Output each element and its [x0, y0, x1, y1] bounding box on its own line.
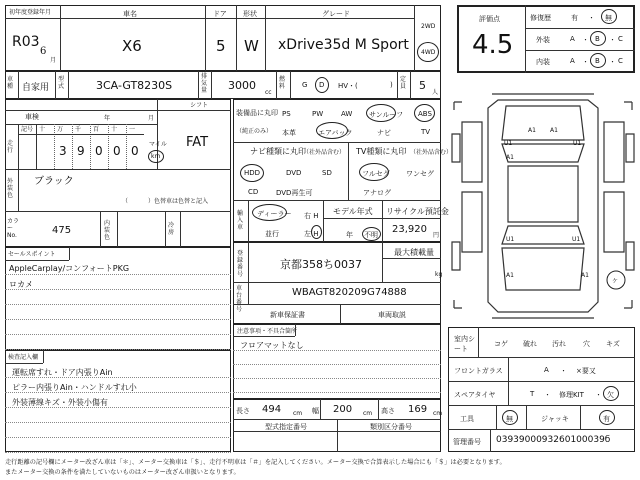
shaken-year: 年	[104, 115, 111, 122]
navi-dvd-play: DVD再生可	[276, 189, 313, 197]
capacity-value: 5	[419, 79, 426, 92]
score-value: 4.5	[472, 30, 514, 60]
spare-sep1: ・	[544, 391, 551, 399]
exterior-color-label: 外装色	[7, 178, 14, 199]
jack-label: ジャッキ	[541, 415, 569, 423]
opt-airbag: エアバック	[318, 129, 353, 137]
length-unit: cm	[293, 410, 303, 417]
sunroof-circle	[366, 104, 396, 122]
shaken-label: 車検	[25, 113, 39, 121]
opt-sunroof: サンルーフ	[369, 111, 404, 119]
glass-x: ×要又	[576, 367, 596, 375]
glass-sep: ・	[560, 367, 567, 375]
mileage-digit-header: 百	[93, 126, 100, 133]
airbag-circle	[316, 122, 348, 139]
model-label: 型式	[58, 76, 65, 90]
kg-unit: kg	[435, 271, 443, 278]
color-no-value: 475	[52, 225, 72, 236]
shift-label: シフト	[190, 102, 209, 109]
diagram-label-ke: ケ	[612, 278, 619, 285]
navi-title: ナビ種類に丸印	[250, 147, 306, 156]
glass-a: A	[544, 366, 549, 374]
car-name-label: 車名	[123, 10, 137, 18]
int-grade-c: C	[618, 57, 623, 65]
type-designation-label: 型式指定番号	[265, 423, 307, 431]
mileage-digit: 0	[113, 144, 121, 158]
caution-line-1: フロアマットなし	[240, 341, 304, 350]
mgmt-label: 管理番号	[453, 438, 481, 446]
ext-grade-sep1: ・	[582, 36, 589, 44]
drive-4wd: 4WD	[421, 49, 436, 56]
mileage-digit: 9	[77, 144, 85, 158]
plate-value: 京都358ち0037	[280, 258, 362, 271]
tv-note: （社外品含む）	[410, 149, 453, 156]
model-year-label: モデル年式	[333, 207, 373, 216]
left-h-circle	[311, 225, 322, 239]
new-warranty: 新車保証書	[270, 311, 305, 319]
grade-value: xDrive35d M Sport	[278, 37, 409, 53]
repair-label: 修復歴	[530, 14, 551, 22]
displacement-value: 3000	[228, 79, 256, 92]
mile-unit: マイル	[149, 141, 167, 148]
inspector-label: 検査記入欄	[8, 354, 39, 361]
spare-kit: 修理KIT	[559, 391, 584, 399]
sales-label: セールスポイント	[8, 251, 56, 258]
navi-hdd: HDD	[244, 169, 261, 177]
car-type-label: 車種	[7, 76, 14, 90]
sales-line-2: ロカメ	[9, 280, 33, 289]
tv-fullseg: フルセグ	[362, 170, 390, 178]
exterior-color-value: ブラック	[34, 176, 74, 187]
color-change-note: ）色替車は色替と記入	[148, 198, 209, 205]
seat-item-koge: コゲ	[494, 340, 508, 348]
ext-grade-label: 外装	[536, 36, 550, 44]
interior-color-label: 内装色	[104, 220, 111, 241]
repair-yes: 有	[571, 14, 578, 22]
diagram-mark-5: A1	[506, 154, 514, 161]
shift-value: FAT	[186, 135, 209, 150]
abs-circle	[414, 104, 435, 122]
shape-label: 形状	[243, 10, 257, 18]
mileage-digit: 0	[131, 144, 139, 158]
options-title: 装備品に丸印	[236, 109, 278, 117]
km-unit: km	[151, 153, 161, 160]
fullseg-circle	[359, 163, 389, 181]
import-left: 左 H	[304, 230, 319, 238]
tools-label: 工具	[460, 415, 474, 423]
spare-none: 欠	[607, 391, 614, 399]
import-dealer: ディーラー	[257, 210, 292, 218]
model-year-suffix: 年	[346, 231, 353, 239]
mileage-digit-header: 記号	[21, 126, 34, 133]
diagram-mark-4: U1	[573, 140, 582, 147]
mileage-digits	[18, 124, 157, 169]
ext-grade-sep2: ・	[609, 36, 616, 44]
cc-unit: cc	[265, 89, 272, 96]
diagram-mark-2: A1	[550, 127, 558, 134]
row2	[5, 71, 441, 99]
opt-ps: PS	[282, 110, 291, 118]
spare-t: T	[530, 390, 535, 398]
import-label: 輸入車	[237, 210, 244, 231]
color-no-label: カラーNo.	[7, 218, 20, 239]
int-grade-sep1: ・	[582, 58, 589, 66]
fuel-close: )	[390, 81, 393, 89]
diagram-mark-1: A1	[528, 127, 536, 134]
grade-label: グレード	[322, 10, 350, 18]
tv-title: TV種類に丸印	[356, 147, 407, 156]
diagram-mark-9: U1	[572, 236, 581, 243]
navi-note: （社外品含む）	[303, 149, 346, 156]
mgmt-value: 0393900093260100039б	[496, 435, 611, 445]
tools-value: 無	[506, 415, 513, 423]
int-grade-a: A	[570, 57, 575, 65]
mileage-digit-header: 千	[75, 126, 82, 133]
door-label: ドア	[213, 10, 227, 18]
footer-line-2: またメーター交換の条件を満たしていないものはメーター改ざん車扱いとなります。	[5, 469, 240, 476]
navi-cd: CD	[248, 188, 259, 196]
diagram-mark-8: A1	[581, 272, 589, 279]
repair-sep: ・	[588, 14, 595, 22]
opt-abs: ABS	[418, 110, 432, 118]
repair-no: 無	[605, 14, 612, 22]
opt-tv: TV	[421, 128, 431, 136]
model-value: 3CA-GT8230S	[96, 79, 173, 92]
color-change-paren: （	[122, 198, 129, 205]
navi-sd: SD	[322, 169, 332, 177]
height-unit: cm	[433, 410, 443, 417]
mileage-digit-header: 十	[39, 126, 46, 133]
vin-value: WBAGT820209G74888	[292, 287, 407, 298]
seat-item-yogore: 汚れ	[552, 340, 566, 348]
diagram-mark-7: A1	[506, 272, 514, 279]
seat-item-kizu: キズ	[606, 340, 620, 348]
import-parallel: 並行	[265, 230, 279, 238]
car-name-value: X6	[122, 37, 142, 55]
capacity-label: 定員	[400, 76, 407, 90]
mileage-label: 走行	[7, 140, 14, 154]
navi-dvd: DVD	[286, 169, 302, 177]
car-type-value: 自家用	[22, 83, 50, 93]
fuel-hv: HV・(	[338, 82, 358, 90]
sales-line-1: AppleCarplay/コンフォートPKG	[9, 264, 130, 273]
ext-grade-c: C	[618, 35, 623, 43]
person-unit: 人	[432, 89, 439, 96]
seat-item-yabure: 破れ	[523, 340, 537, 348]
shaken-month: 月	[148, 115, 155, 122]
diagram-mark-6: U1	[506, 236, 515, 243]
mileage-digit-header: 万	[57, 126, 64, 133]
options-subtitle: （純正のみ）	[236, 128, 273, 135]
inspector-line-2: ピラー内張りAin・ハンドルすれ小	[12, 383, 137, 392]
yen-unit: 円	[433, 232, 440, 239]
opt-pw: PW	[312, 110, 324, 118]
mileage-digit-header: 一	[129, 126, 136, 133]
jack-value: 有	[603, 415, 610, 423]
opt-navi: ナビ	[377, 129, 391, 137]
recycle-value: 23,920	[392, 224, 427, 235]
opt-leather: 本革	[282, 129, 296, 137]
vin-label: 車台番号	[236, 285, 243, 313]
length-label: 長さ	[236, 407, 250, 415]
reg-month-value: 6	[40, 46, 47, 57]
ext-grade-a: A	[570, 35, 575, 43]
spare-sep2: ・	[595, 391, 602, 399]
seat-item-ana: 穴	[583, 340, 590, 348]
tv-analog: アナログ	[363, 189, 391, 197]
mileage-digit: 3	[59, 144, 67, 158]
reg-no-label: 登録番号	[237, 250, 244, 278]
mileage-digit: 0	[95, 144, 103, 158]
reg-year-value: R03	[12, 34, 40, 50]
recycle-label: リサイクル預託金	[386, 207, 449, 216]
int-grade-sep2: ・	[609, 58, 616, 66]
fuel-label: 燃料	[279, 76, 286, 90]
opt-aw: AW	[341, 110, 353, 118]
max-load-label: 最大積載量	[394, 248, 434, 257]
int-grade-b: B	[595, 57, 600, 65]
model-year-unknown: 不明	[364, 231, 378, 239]
month-suffix: 月	[50, 57, 57, 64]
width-unit: cm	[363, 410, 373, 417]
inspector-line-3: 外装薄線キズ・外装小傷有	[12, 398, 108, 407]
fuel-d: D	[319, 81, 325, 89]
height-label: 高さ	[381, 407, 395, 415]
ext-grade-b: B	[595, 35, 600, 43]
vehicle-manual: 車両取説	[378, 311, 406, 319]
door-value: 5	[216, 37, 226, 55]
seat-label: 室内シート	[454, 335, 475, 353]
car-outline-icon	[448, 82, 638, 322]
class-number-label: 類別区分番号	[370, 423, 412, 431]
mileage-digit-header: 十	[111, 126, 118, 133]
spare-label: スペアタイヤ	[454, 391, 496, 399]
inspector-line-1: 運転席すれ・ドア内張りAin	[12, 368, 113, 377]
diagram-mark-3: U1	[504, 140, 513, 147]
displacement-label: 排気量	[201, 73, 208, 94]
int-grade-label: 内装	[536, 58, 550, 66]
reg-year-label: 初年度登録年月	[9, 9, 52, 16]
score-label: 評価点	[479, 15, 500, 23]
ac-label: 冷房	[168, 222, 175, 236]
car-diagram	[448, 82, 638, 322]
import-right: 右 H	[304, 212, 319, 220]
length-value: 494	[262, 404, 282, 415]
height-value: 169	[408, 404, 428, 415]
footer-line-1: 走行距離の記号欄にメーター改ざん車は「＊」、メーター交換車は「＄」、走行不明車は「＃」を記入してください。メーター交換で合算表示した場合にも「＄」は必要となります。	[5, 459, 506, 466]
drive-2wd: 2WD	[421, 23, 436, 30]
caution-label: 注意事項・不具合箇所	[237, 328, 298, 335]
width-value: 200	[333, 404, 353, 415]
fuel-g: G	[302, 81, 308, 89]
width-label: 幅	[312, 407, 319, 415]
glass-label: フロントガラス	[454, 367, 503, 375]
shape-value: W	[244, 37, 259, 55]
tv-oneseg: ワンセグ	[406, 170, 434, 178]
